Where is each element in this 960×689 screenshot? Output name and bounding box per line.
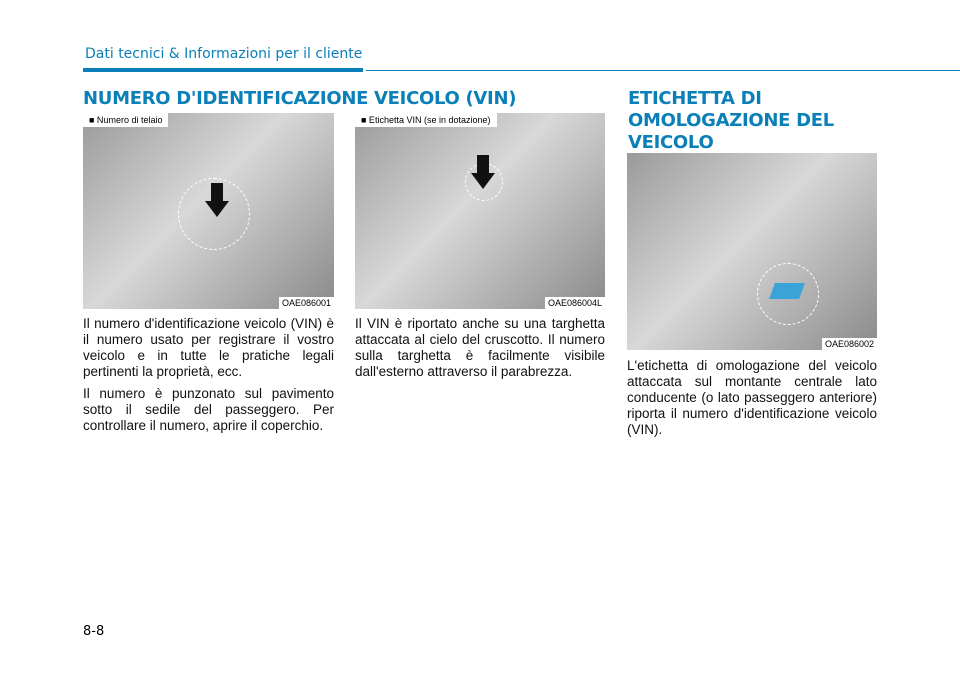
label-marker xyxy=(769,283,805,299)
vin-text-col1 xyxy=(83,316,334,440)
figure-code: OAE086002 xyxy=(822,338,877,350)
figure-code: OAE086001 xyxy=(279,297,334,309)
figure-caption: ■ Etichetta VIN (se in dotazione) xyxy=(355,113,497,127)
paragraph: Il VIN è riportato anche su una targhetta attaccata al cielo del cruscotto. Il numero sulla targhetta è facilmente visibile dall'esterno attraverso il parabrezza. xyxy=(355,316,605,379)
figure-caption: ■ Numero di telaio xyxy=(83,113,168,127)
header-bar xyxy=(83,68,363,72)
page-number: 8-8 xyxy=(83,624,105,639)
figure-approval-label xyxy=(627,153,877,350)
vin-text-col2 xyxy=(355,316,605,386)
label-text xyxy=(627,358,877,444)
vin-title: NUMERO D'IDENTIFICAZIONE VEICOLO (VIN) xyxy=(83,88,517,109)
paragraph: Il numero è punzonato sul pavimento sotto il sedile del passeggero. Per controllare il numero, aprire il coperchio. xyxy=(83,386,334,433)
label-title: ETICHETTA DI OMOLOGAZIONE DEL VEICOLO xyxy=(628,88,834,153)
section-header: Dati tecnici & Informazioni per il cliente xyxy=(85,46,363,62)
figure-chassis-number xyxy=(83,113,334,309)
paragraph: L'etichetta di omologazione del veicolo attaccata sul montante centrale lato conducente (o lato passeggero anteriore) riporta il numero d'identificazione veicolo (VIN). xyxy=(627,358,877,437)
header-line xyxy=(366,70,960,71)
arrow-down-icon xyxy=(471,173,495,189)
paragraph: Il numero d'identificazione veicolo (VIN) è il numero usato per registrare il vostro veicolo e in tutte le pratiche legali pertinenti la proprietà, ecc. xyxy=(83,316,334,379)
figure-code: OAE086004L xyxy=(545,297,605,309)
arrow-down-icon xyxy=(205,201,229,217)
figure-vin-label xyxy=(355,113,605,309)
